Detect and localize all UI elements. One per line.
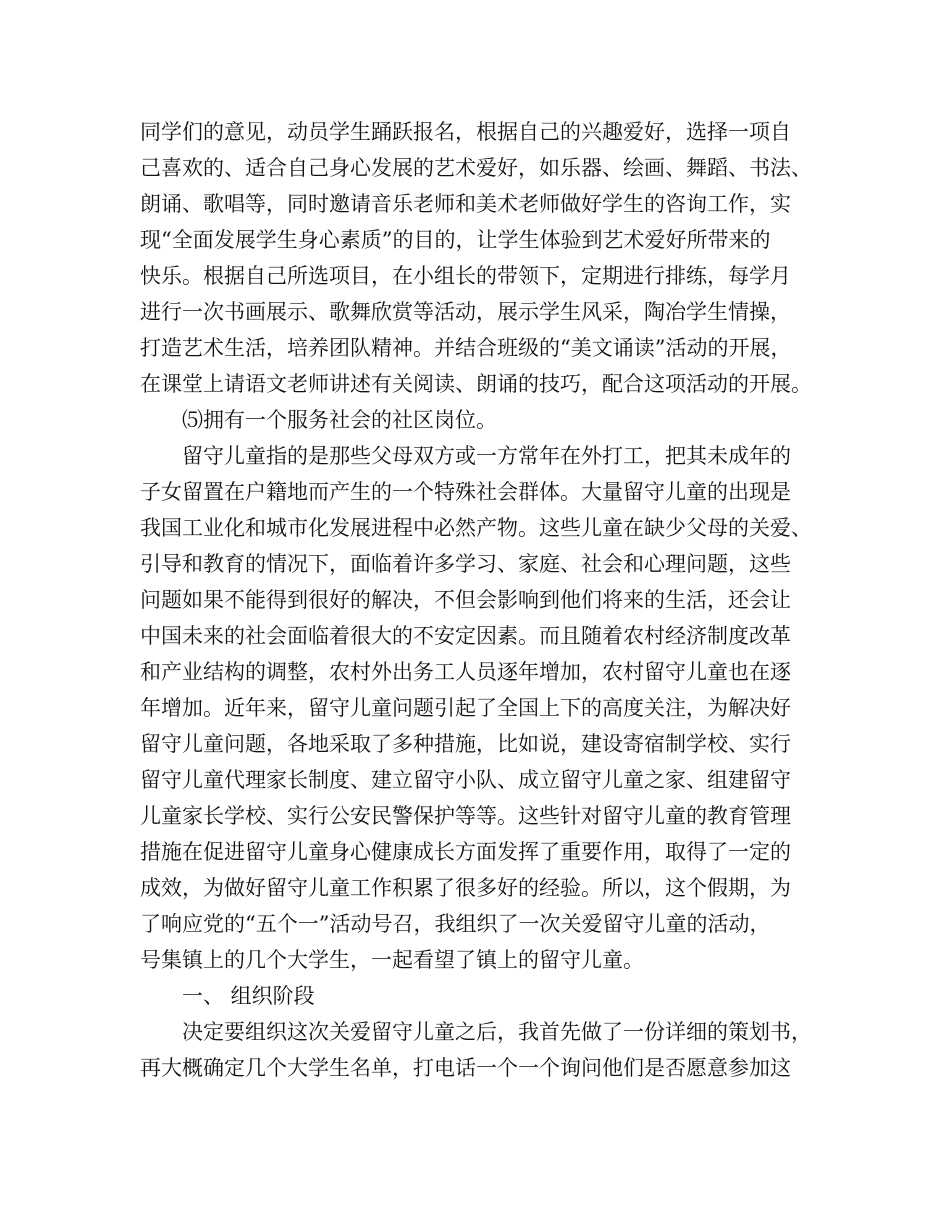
text-line: 留守儿童代理家长制度、建立留守小队、成立留守儿童之家、组建留守 [140, 768, 791, 792]
text-line: 朗诵、歌唱等，同时邀请音乐老师和美术老师做好学生的咨询工作，实 [140, 192, 791, 216]
text-line: 措施在促进留守儿童身心健康成长方面发挥了重要作用，取得了一定的 [140, 840, 791, 864]
text-line: ⑸拥有一个服务社会的社区岗位。 [182, 408, 497, 432]
text-line: 决定要组织这次关爱留守儿童之后，我首先做了一份详细的策划书， [182, 1020, 812, 1044]
text-line: 和产业结构的调整，农村外出务工人员逐年增加，农村留守儿童也在逐 [140, 660, 791, 684]
text-line: 我国工业化和城市化发展进程中必然产物。这些儿童在缺少父母的关爱、 [140, 516, 812, 540]
text-line: 年增加。近年来，留守儿童问题引起了全国上下的高度关注，为解决好 [140, 696, 791, 720]
text-line: 留守儿童指的是那些父母双方或一方常年在外打工，把其未成年的 [182, 444, 791, 468]
text-line: 在课堂上请语文老师讲述有关阅读、朗诵的技巧，配合这项活动的开展。 [140, 372, 812, 396]
text-line: 快乐。根据自己所选项目，在小组长的带领下，定期进行排练，每学月 [140, 264, 791, 288]
text-line: 打造艺术生活，培养团队精神。并结合班级的“美文诵读”活动的开展， [140, 336, 792, 360]
text-line: 中国未来的社会面临着很大的不安定因素。而且随着农村经济制度改革 [140, 624, 791, 648]
text-line: 子女留置在户籍地而产生的一个特殊社会群体。大量留守儿童的出现是 [140, 480, 791, 504]
text-line: 同学们的意见，动员学生踊跃报名，根据自己的兴趣爱好，选择一项自 [140, 120, 791, 144]
text-line: 儿童家长学校、实行公安民警保护等等。这些针对留守儿童的教育管理 [140, 804, 791, 828]
text-line: 再大概确定几个大学生名单，打电话一个一个询问他们是否愿意参加这 [140, 1056, 791, 1080]
text-line: 成效，为做好留守儿童工作积累了很多好的经验。所以，这个假期，为 [140, 876, 791, 900]
text-line: 一、 组织阶段 [182, 984, 315, 1008]
text-line: 引导和教育的情况下，面临着许多学习、家庭、社会和心理问题，这些 [140, 552, 791, 576]
text-line: 了响应党的“五个一”活动号召，我组织了一次关爱留守儿童的活动， [140, 912, 771, 936]
text-line: 留守儿童问题，各地采取了多种措施，比如说，建设寄宿制学校、实行 [140, 732, 791, 756]
text-line: 现“全面发展学生身心素质”的目的，让学生体验到艺术爱好所带来的 [140, 228, 771, 252]
text-line: 进行一次书画展示、歌舞欣赏等活动，展示学生风采，陶冶学生情操， [140, 300, 791, 324]
text-line: 问题如果不能得到很好的解决，不但会影响到他们将来的生活，还会让 [140, 588, 791, 612]
document-body [140, 114, 830, 1086]
text-line: 号集镇上的几个大学生，一起看望了镇上的留守儿童。 [140, 948, 644, 972]
text-line: 己喜欢的、适合自己身心发展的艺术爱好，如乐器、绘画、舞蹈、书法、 [140, 156, 812, 180]
